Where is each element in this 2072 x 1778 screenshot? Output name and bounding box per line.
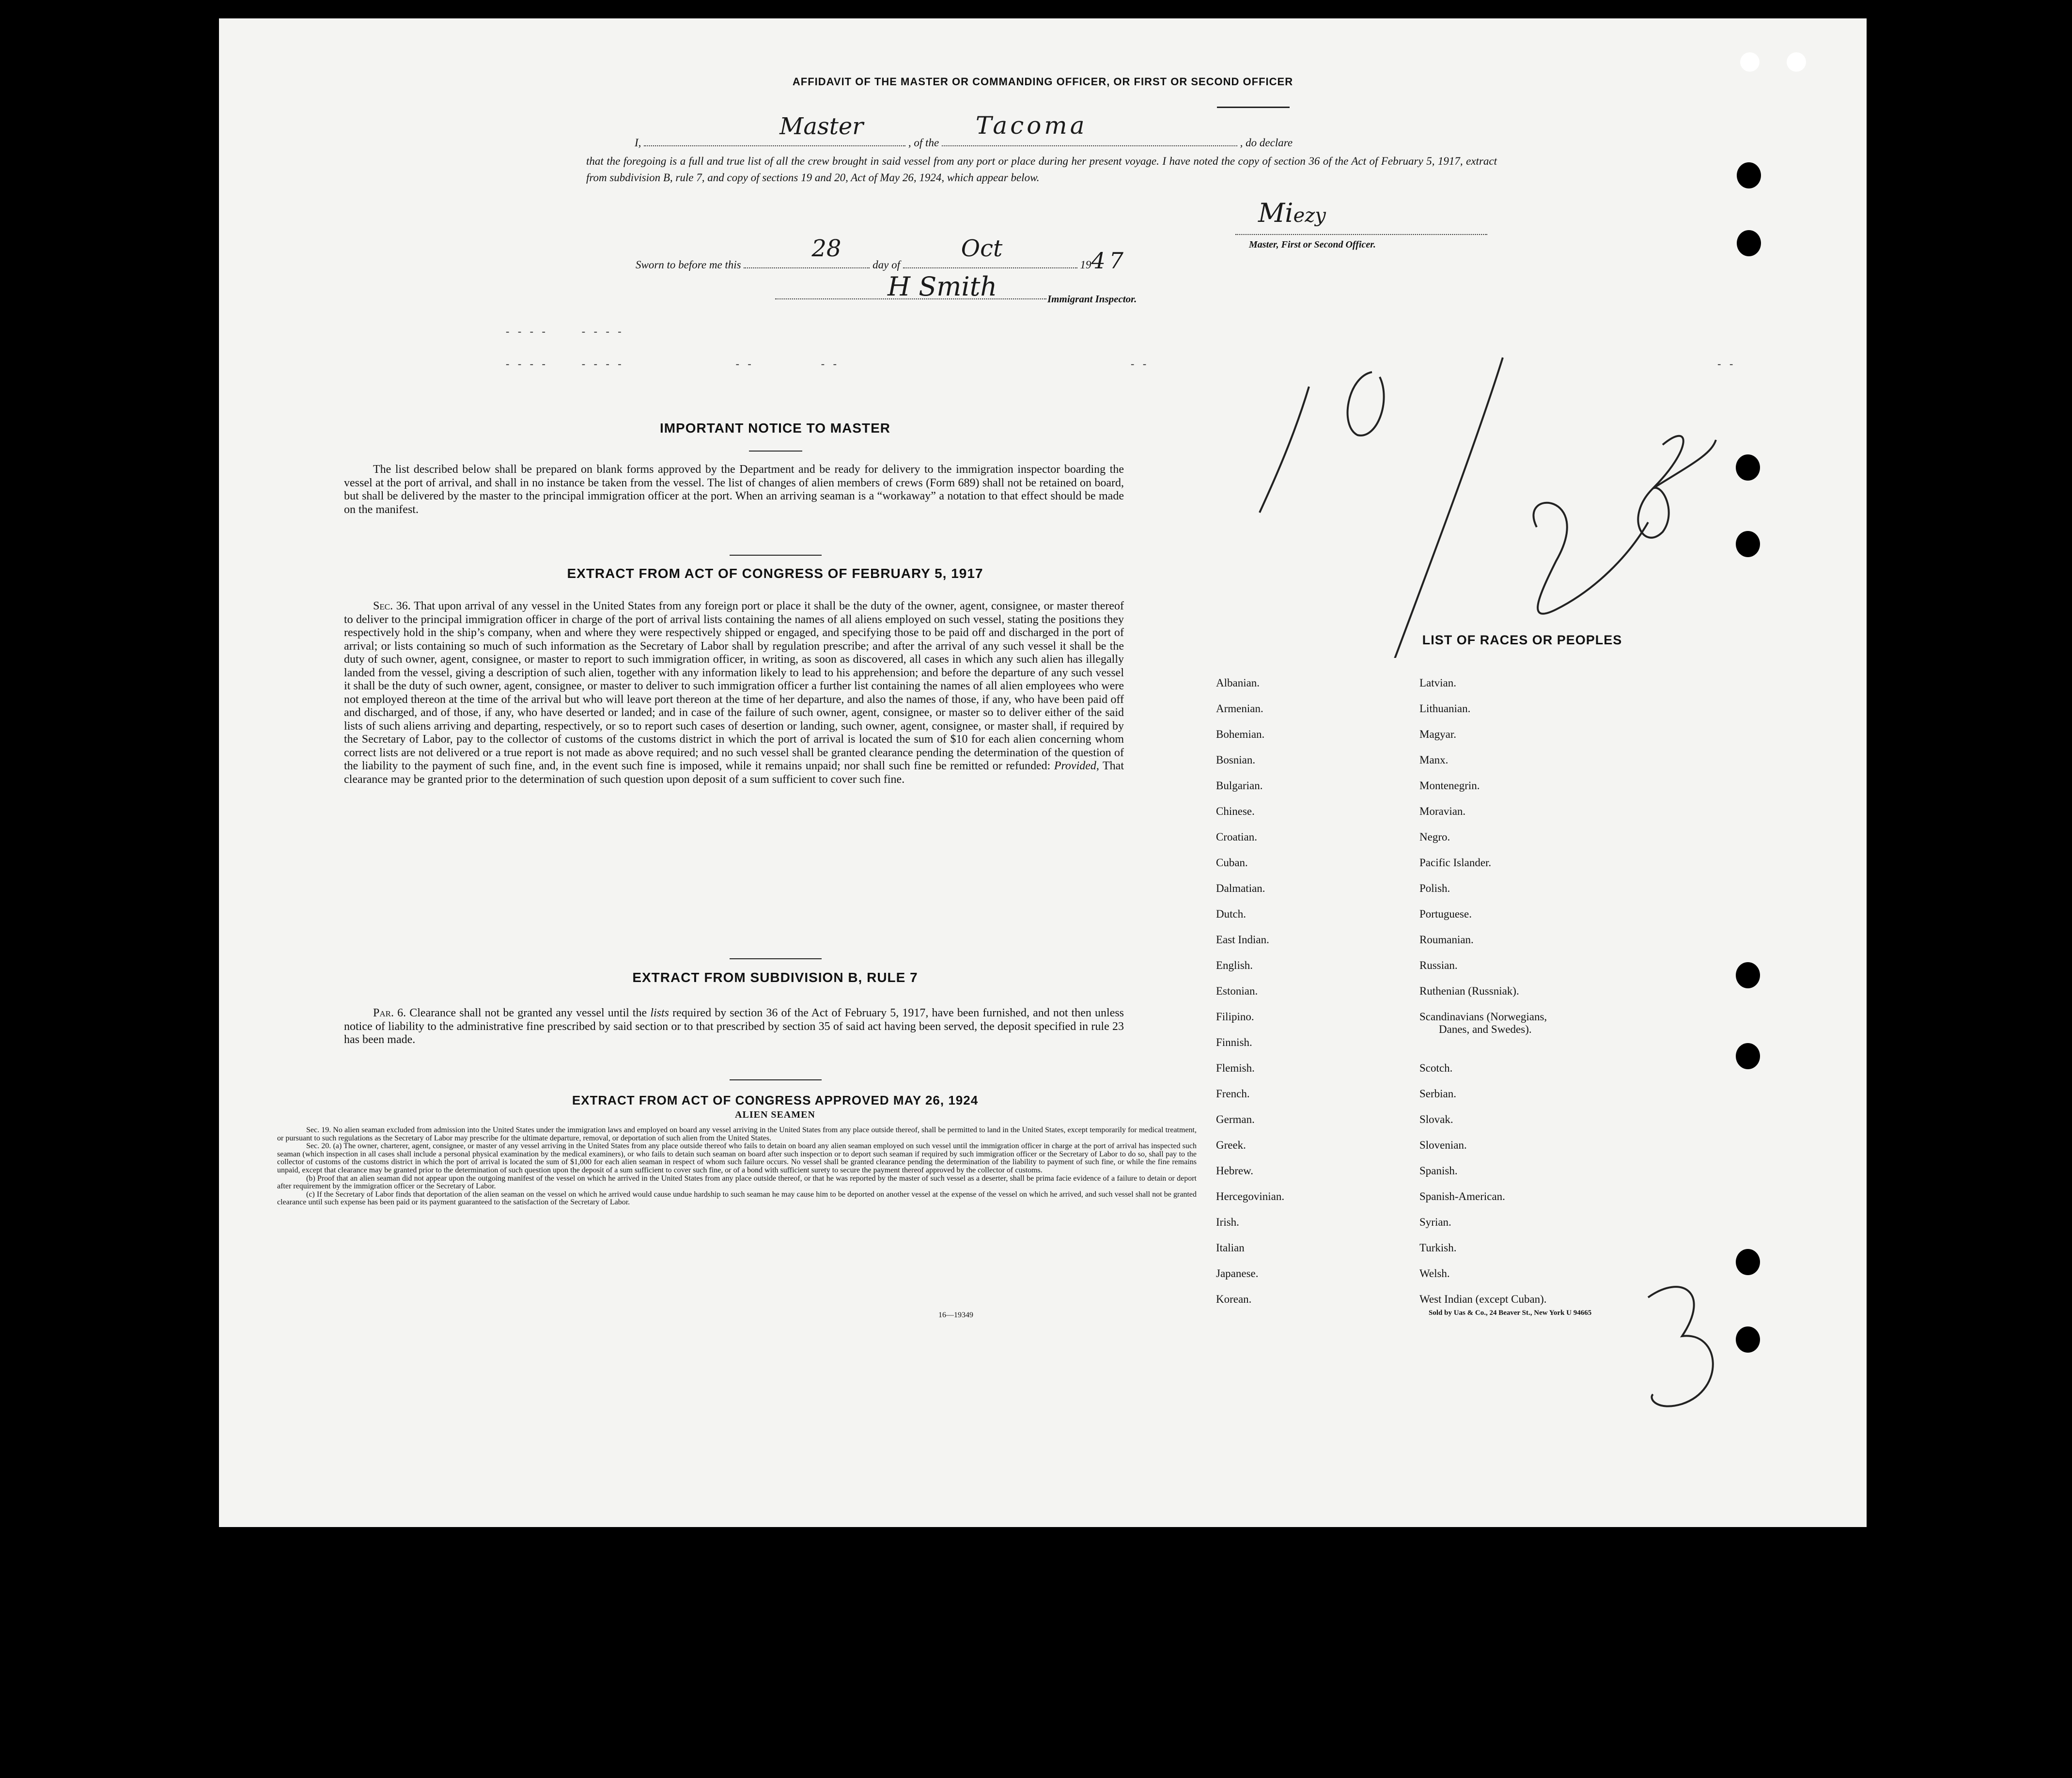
sec36-body: That upon arrival of any vessel in the United States from any foreign port or place it shall be the duty of the owner, agent, consignee, or master thereof to deliver to the principal immigration officer in charge of the port of arrival lists containing the names of all aliens employed on such vessel, stating the positions they respectively hold in the ship’s company, when and where they were respectively shipped or engaged, and specifying those to be paid off and discharged in the port of arrival; or lists containing so much of such information as the Secretary of Labor shall by regulation prescribe; and after the arrival of any such vessel it shall be the duty of such owner, agent, consignee, or master to report to such immigration officer, in writing, as soon as discovered, all cases in which any such alien has illegally landed from the vessel, giving a description of such alien, together with any information likely to lead to his apprehension; and before the departure of any such vessel it shall be the duty of such owner, agent, consignee, or master to deliver to such immigration officer a further list containing the names of all alien employees who were not employed thereon at the time of the arrival but who will leave port thereon at the time of her departure, and also the names of those, if any, who have been paid off and discharged, and of those, if any, who have deserted or landed; and in case of the failure of such owner, agent, consignee, or master so to deliver either of the said lists of such aliens arriving and departing, respectively, or so to report such cases of desertion or landing, such owner, agent, consignee, or master shall, if required by the Secretary of Labor, pay to the collector of customs of the customs district in which the port of arrival is located the sum of $10 for each alien concerning whom correct lists are not delivered or a true report is not made as above required; and no such vessel shall be granted clearance pending the determination of the question of the liability to the payment of such fine, and, in the event such fine is imposed, while it remains unpaid; nor shall such fine be remitted or refunded: [344,600,1124,772]
declaration-line [635,111,1720,151]
inspector-role-label: Immigrant Inspector. [1047,293,1137,305]
printer-imprint: Sold by Uas & Co., 24 Beaver St., New York U 94665 [1429,1309,1592,1317]
sec20a-text: Sec. 20. (a) The owner, charterer, agent, consignee, or master of any vessel arriving in the United States from any place outside thereof who fails to detain on board any alien seaman employed on such vessel until the immigration officer in charge at the port of arrival has inspected such seaman (which inspection in all cases shall include a personal physical examination by the medical examiners), or who fails to detain such seaman on board after such inspection or to deport such seaman if required by such immigration officer or the Secretary of Labor to do so, shall pay to the collector of customs of the customs district in which the port of arrival is located the sum of $1,000 for each alien seaman in respect of whom such failure occurs. No vessel shall be granted clearance pending the determination of the liability to payment of such fine, or while the fine remains unpaid, except that clearance may be granted prior to the determination of such question upon the deposit of a sum sufficient to cover such fine, or of a bond with sufficient surety to secure the payment thereof approved by the collector of customs. [277,1142,1197,1174]
race-item: Pacific Islander. [1419,857,1492,869]
extract-1917-title: EXTRACT FROM ACT OF CONGRESS OF FEBRUARY 5, 1917 [567,566,983,581]
sworn-month-handwritten: Oct [961,235,1003,262]
par6-text-after: required by section 36 of the Act of February 5, 1917, have been furnished, and not then unless notice of liability to the administrative fine prescribed by said section or to that prescribed by section 35 of said act having been served, the deposit specified in rule 23 has been made. [344,1007,1124,1046]
race-item: Dalmatian. [1216,882,1265,894]
races-left-column [1216,670,1410,1312]
sworn-day-handwritten: 28 [811,235,841,262]
race-item: German. [1216,1113,1255,1125]
par6-label: Par. 6. [373,1007,406,1019]
race-item: English. [1216,959,1253,971]
i-label: I, [635,137,641,149]
binding-hole [1736,962,1760,988]
subdivision-b-text [344,1007,1124,1047]
binding-hole [1736,1043,1760,1069]
race-item [1419,1004,1720,1055]
race-item: Ruthenian (Russniak). [1419,985,1519,997]
race-item: Italian [1216,1242,1245,1254]
provided-text: That clearance may be granted prior to the determination of such question upon deposit of a sum sufficient to cover such fine. [344,760,1124,786]
vessel-field [942,111,1237,146]
race-item: Turkish. [1419,1242,1457,1254]
notice-text: The list described below shall be prepared on blank forms approved by the Department and be ready for delivery to the immigration inspector boarding the vessel at the port of arrival, and shall in no instance be taken from the vessel. The list of changes of alien members of crews (Form 689) shall not be retained on board, but shall be delivered by the master to the principal immigration officer at the port. When an arriving seaman is a “workaway” a notation to that effect should be made on the manifest. [344,463,1124,516]
extract-1924-title: EXTRACT FROM ACT OF CONGRESS APPROVED MAY 26, 1924 [572,1093,979,1107]
year-handwritten: 47 [1091,248,1128,274]
binding-hole [1736,454,1760,481]
sworn-month-field [903,235,1077,268]
binding-hole [1736,531,1760,557]
subdivision-b-title: EXTRACT FROM SUBDIVISION B, RULE 7 [632,970,918,985]
race-item: Roumanian. [1419,934,1474,946]
master-signature: Miezy [1258,198,1326,228]
race-item: Cuban. [1216,857,1248,869]
page-number-handwritten [1638,1278,1735,1423]
race-item: Welsh. [1419,1267,1450,1279]
race-item: Polish. [1419,882,1450,894]
sec20b-text: (b) Proof that an alien seaman did not appear upon the outgoing manifest of the vessel on which he arrived in the United States from any place outside thereof, or that he was reported by the master of such vessel as a deserter, shall be prima facie evidence of a failure to detain or deport after requirement by the immigration officer or the Secretary of Labor. [277,1174,1197,1191]
race-item: Lithuanian. [1419,702,1471,715]
sworn-prefix: Sworn to before me this [636,259,741,271]
race-item: Latvian. [1419,677,1456,689]
title-rule [1217,107,1290,108]
binding-hole [1736,1249,1760,1275]
race-item: Moravian. [1419,805,1466,817]
race-item: Scotch. [1419,1062,1453,1074]
master-name-handwritten: Master [779,113,864,140]
race-item: Albanian. [1216,677,1260,689]
race-item: Bulgarian. [1216,780,1263,792]
notice-rule [749,451,802,452]
extract-1924-text [277,1126,1197,1207]
binding-hole [1737,162,1761,188]
margin-hole [1740,52,1760,72]
race-item: Serbian. [1419,1088,1457,1100]
extract-1917-end-rule [730,958,822,959]
margin-hole [1787,52,1806,72]
race-item: Negro. [1419,831,1450,843]
ghost-dashes: - - - - - - - - - - - - [506,358,840,370]
race-item: Dutch. [1216,908,1246,920]
master-name-field [644,113,905,146]
race-item: French. [1216,1088,1250,1100]
subdivision-b-end-rule [730,1079,822,1080]
notice-end-rule [730,555,822,556]
race-item: East Indian. [1216,934,1269,946]
signature-role-label: Master, First or Second Officer. [1249,239,1376,250]
document-page [219,18,1867,1527]
do-declare-label: , do declare [1240,137,1293,149]
sworn-line [636,235,1265,274]
race-item: Chinese. [1216,805,1255,817]
race-item: Korean. [1216,1293,1252,1305]
race-item: Hercegovinian. [1216,1190,1285,1202]
race-item-line: Danes, and Swedes). [1439,1023,1532,1035]
binding-hole [1736,1326,1760,1353]
races-right-column [1419,670,1720,1312]
provided-word: Provided, [1054,760,1099,772]
sec19-text: Sec. 19. No alien seaman excluded from admission into the United States under the immigration laws and employed on board any vessel arriving in the United States from any place outside thereof, shall be permitted to land in the United States, except temporarily for medical treatment, or pursuant to such regulations as the Secretary of Labor may prescribe for the ultimate departure, removal, or deportation of such alien from the United States. [277,1126,1197,1142]
race-item: Finnish. [1216,1036,1252,1048]
sec20c-text: (c) If the Secretary of Labor finds that deportation of the alien seaman on the vessel on which he arrived would cause undue hardship to such seaman he may cause him to be deported on another vessel at the expense of the vessel on which he arrived, and such vessel shall not be granted clearance until such expense has been paid or its payment guaranteed to the satisfaction of the Secretary of Labor. [277,1190,1197,1207]
race-item: West Indian (except Cuban). [1419,1293,1547,1305]
race-item: Bohemian. [1216,728,1265,740]
race-item: Filipino. [1216,1011,1254,1023]
lists-word: lists [650,1007,670,1019]
inspector-signature: H Smith [888,271,997,302]
of-the-label: , of the [908,137,939,149]
year-prefix: 19 [1080,259,1091,271]
par6-text-before: Clearance shall not be granted any vessel until the [409,1007,647,1019]
race-item: Spanish. [1419,1165,1458,1177]
date-annotation-handwritten [1227,328,1721,658]
day-of-label: day of [872,259,900,271]
extract-1917-text [344,600,1124,786]
race-item: Bosnian. [1216,754,1256,766]
ghost-dashes: - - - - [1131,358,1736,370]
race-item: Portuguese. [1419,908,1472,920]
race-item-line: Scandinavians (Norwegians, [1419,1011,1547,1023]
declaration-statement: that the foregoing is a full and true list of all the crew brought in said vessel from any port or place during her present voyage. I have noted the copy of section 36 of the Act of February 5, 1917, extract from subdivision B, rule 7, and copy of sections 19 and 20, Act of May 26, 1924, which appear below. [586,155,1497,184]
race-item: Irish. [1216,1216,1239,1228]
race-item: Estonian. [1216,985,1258,997]
race-item: Japanese. [1216,1267,1259,1279]
race-item: Manx. [1419,754,1449,766]
notice-title: IMPORTANT NOTICE TO MASTER [659,421,891,436]
race-item: Croatian. [1216,831,1257,843]
race-item: Greek. [1216,1139,1246,1151]
race-item: Syrian. [1419,1216,1451,1228]
form-number: 16—19349 [938,1311,973,1319]
race-item: Magyar. [1419,728,1457,740]
race-item: Russian. [1419,959,1458,971]
race-item: Slovenian. [1419,1139,1467,1151]
binding-hole [1737,230,1761,256]
alien-seamen-subtitle: ALIEN SEAMEN [735,1109,815,1120]
ghost-dashes: - - - - - - - - [506,325,624,337]
sec36-label: Sec. 36. [373,600,411,612]
race-item: Flemish. [1216,1062,1255,1074]
vessel-name-handwritten: Tacoma [975,111,1088,140]
sworn-day-field [744,235,870,268]
form-title: AFFIDAVIT OF THE MASTER OR COMMANDING OFFICER, OR FIRST OR SECOND OFFICER [792,76,1293,88]
race-item: Montenegrin. [1419,780,1480,792]
race-item: Hebrew. [1216,1165,1254,1177]
race-item: Armenian. [1216,702,1263,715]
signature-line [1235,234,1487,235]
race-item: Slovak. [1419,1113,1453,1125]
race-item: Spanish-American. [1419,1190,1505,1202]
races-title: LIST OF RACES OR PEOPLES [1422,633,1622,647]
